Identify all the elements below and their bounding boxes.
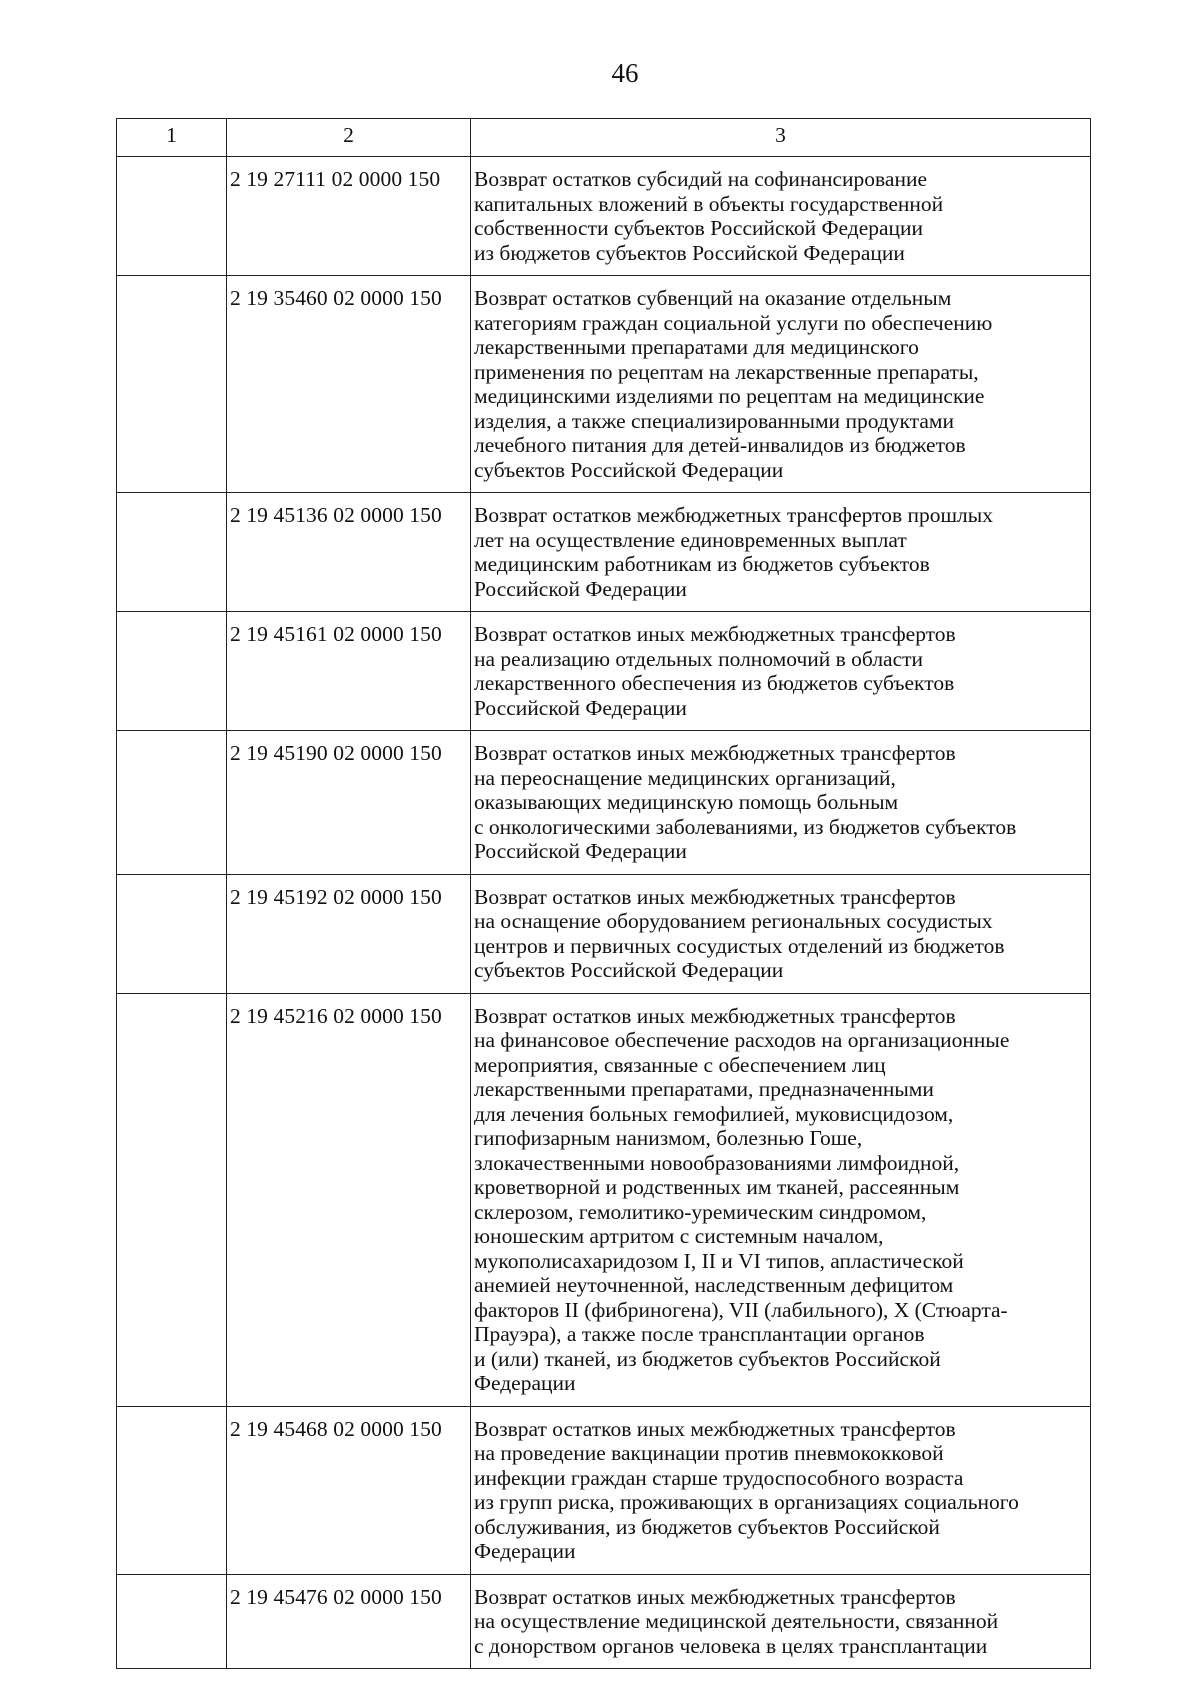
description-line: для лечения больных гемофилией, муковисцидозом, (474, 1101, 954, 1126)
description-line: склерозом, гемолитико-уремическим синдромом, (474, 1199, 927, 1224)
budget-classification-table (116, 118, 1091, 1669)
description-line: обслуживания, из бюджетов субъектов Российской (474, 1514, 940, 1539)
description-line: анемией неуточненной, наследственным дефицитом (474, 1273, 954, 1297)
description-line: на реализацию отдельных полномочий в области (474, 646, 924, 671)
description-line: Возврат остатков субсидий на софинансирование (474, 167, 928, 191)
table-row (117, 993, 1091, 1406)
budget-code-cell: 2 19 45216 02 0000 150 (227, 993, 471, 1406)
description-line: на осуществление медицинской деятельности, связанной (474, 1609, 999, 1633)
row-number-cell (117, 874, 227, 993)
description-line: категориям граждан социальной услуги по обеспечению (474, 310, 993, 335)
description-line: Возврат остатков иных межбюджетных трансфертов (474, 741, 956, 765)
description-line: Российской Федерации (474, 695, 687, 720)
table-row (117, 157, 1091, 276)
description-line: Возврат остатков субвенций на оказание отдельным (474, 286, 952, 310)
description-line: Возврат остатков иных межбюджетных трансфертов (474, 1416, 956, 1441)
description-cell (471, 874, 1091, 993)
row-number-cell (117, 993, 227, 1406)
description-line: факторов II (фибриногена), VII (лабильного), X (Стюарта- (474, 1297, 1008, 1322)
description-line: Возврат остатков межбюджетных трансфертов прошлых (474, 503, 993, 527)
table-row (117, 1406, 1091, 1574)
table-body (117, 157, 1091, 1669)
description-cell (471, 157, 1091, 276)
description-line: и (или) тканей, из бюджетов субъектов Российской (474, 1346, 941, 1371)
description-cell (471, 276, 1091, 493)
budget-code-cell: 2 19 45192 02 0000 150 (227, 874, 471, 993)
description-line: субъектов Российской Федерации (474, 958, 784, 982)
budget-code-cell: 2 19 35460 02 0000 150 (227, 276, 471, 493)
description-line: Федерации (474, 1539, 576, 1563)
table-row (117, 493, 1091, 612)
description-line: с донорством органов человека в целях трансплантации (474, 1633, 988, 1658)
description-line: на проведение вакцинации против пневмококковой (474, 1441, 944, 1465)
description-line: капитальных вложений в объекты государственной (474, 191, 944, 216)
description-line: медицинскими изделиями по рецептам на медицинские (474, 384, 985, 408)
description-line: субъектов Российской Федерации (474, 457, 784, 482)
row-number-cell (117, 276, 227, 493)
row-number-cell (117, 1574, 227, 1669)
description-cell (471, 993, 1091, 1406)
description-line: лечебного питания для детей-инвалидов из бюджетов (474, 433, 966, 457)
description-line: мукополисахаридозом I, II и VI типов, апластической (474, 1248, 964, 1273)
description-line: лекарственными препаратами для медицинского (474, 335, 919, 359)
column-header-2: 2 (227, 119, 471, 157)
table-row (117, 731, 1091, 875)
description-line: Российской Федерации (474, 576, 687, 601)
description-cell (471, 731, 1091, 875)
description-line: применения по рецептам на лекарственные препараты, (474, 359, 979, 384)
description-line: Возврат остатков иных межбюджетных трансфертов (474, 1003, 956, 1028)
description-line: оказывающих медицинскую помощь больным (474, 790, 899, 814)
description-line: мероприятия, связанные с обеспечением лиц (474, 1052, 886, 1077)
row-number-cell (117, 731, 227, 875)
description-line: лет на осуществление единовременных выплат (474, 527, 907, 552)
row-number-cell (117, 1406, 227, 1574)
description-line: центров и первичных сосудистых отделений из бюджетов (474, 933, 1005, 958)
description-line: кроветворной и родственных им тканей, рассеянным (474, 1175, 960, 1199)
description-line: Возврат остатков иных межбюджетных трансфертов (474, 622, 956, 646)
column-header-3: 3 (471, 119, 1091, 157)
description-line: на оснащение оборудованием региональных сосудистых (474, 909, 993, 933)
description-line: на переоснащение медицинских организаций, (474, 765, 896, 790)
row-number-cell (117, 493, 227, 612)
table-row (117, 276, 1091, 493)
description-cell (471, 493, 1091, 612)
budget-code-cell: 2 19 45136 02 0000 150 (227, 493, 471, 612)
budget-code-cell: 2 19 45468 02 0000 150 (227, 1406, 471, 1574)
description-line: Прауэра), а также после трансплантации органов (474, 1322, 925, 1346)
description-line: юношеским артритом с системным началом, (474, 1224, 884, 1248)
description-line: из бюджетов субъектов Российской Федерации (474, 240, 905, 265)
description-line: Возврат остатков иных межбюджетных трансфертов (474, 1584, 956, 1609)
description-line: на финансовое обеспечение расходов на организационные (474, 1028, 1010, 1052)
column-header-1: 1 (117, 119, 227, 157)
description-line: с онкологическими заболеваниями, из бюджетов субъектов (474, 814, 1017, 839)
budget-code-cell: 2 19 27111 02 0000 150 (227, 157, 471, 276)
description-line: Российской Федерации (474, 839, 687, 863)
table-row (117, 1574, 1091, 1669)
description-line: Федерации (474, 1371, 576, 1395)
budget-code-cell: 2 19 45161 02 0000 150 (227, 612, 471, 731)
budget-code-cell: 2 19 45190 02 0000 150 (227, 731, 471, 875)
table-row (117, 612, 1091, 731)
description-cell (471, 1574, 1091, 1669)
description-line: Возврат остатков иных межбюджетных трансфертов (474, 884, 956, 909)
budget-code-cell: 2 19 45476 02 0000 150 (227, 1574, 471, 1669)
description-line: злокачественными новообразованиями лимфоидной, (474, 1150, 960, 1175)
description-cell (471, 612, 1091, 731)
description-line: инфекции граждан старше трудоспособного возраста (474, 1465, 964, 1490)
description-line: собственности субъектов Российской Федерации (474, 216, 924, 240)
description-line: изделия, а также специализированными продуктами (474, 408, 954, 433)
page-number: 46 (611, 58, 639, 88)
description-line: лекарственными препаратами, предназначенными (474, 1077, 934, 1101)
table-header-row (117, 119, 1091, 157)
description-line: лекарственного обеспечения из бюджетов субъектов (474, 671, 955, 695)
description-line: гипофизарным нанизмом, болезнью Гоше, (474, 1126, 863, 1150)
table-row (117, 874, 1091, 993)
row-number-cell (117, 612, 227, 731)
description-line: из групп риска, проживающих в организациях социального (474, 1490, 1019, 1514)
description-cell (471, 1406, 1091, 1574)
row-number-cell (117, 157, 227, 276)
description-line: медицинским работникам из бюджетов субъектов (474, 552, 930, 576)
